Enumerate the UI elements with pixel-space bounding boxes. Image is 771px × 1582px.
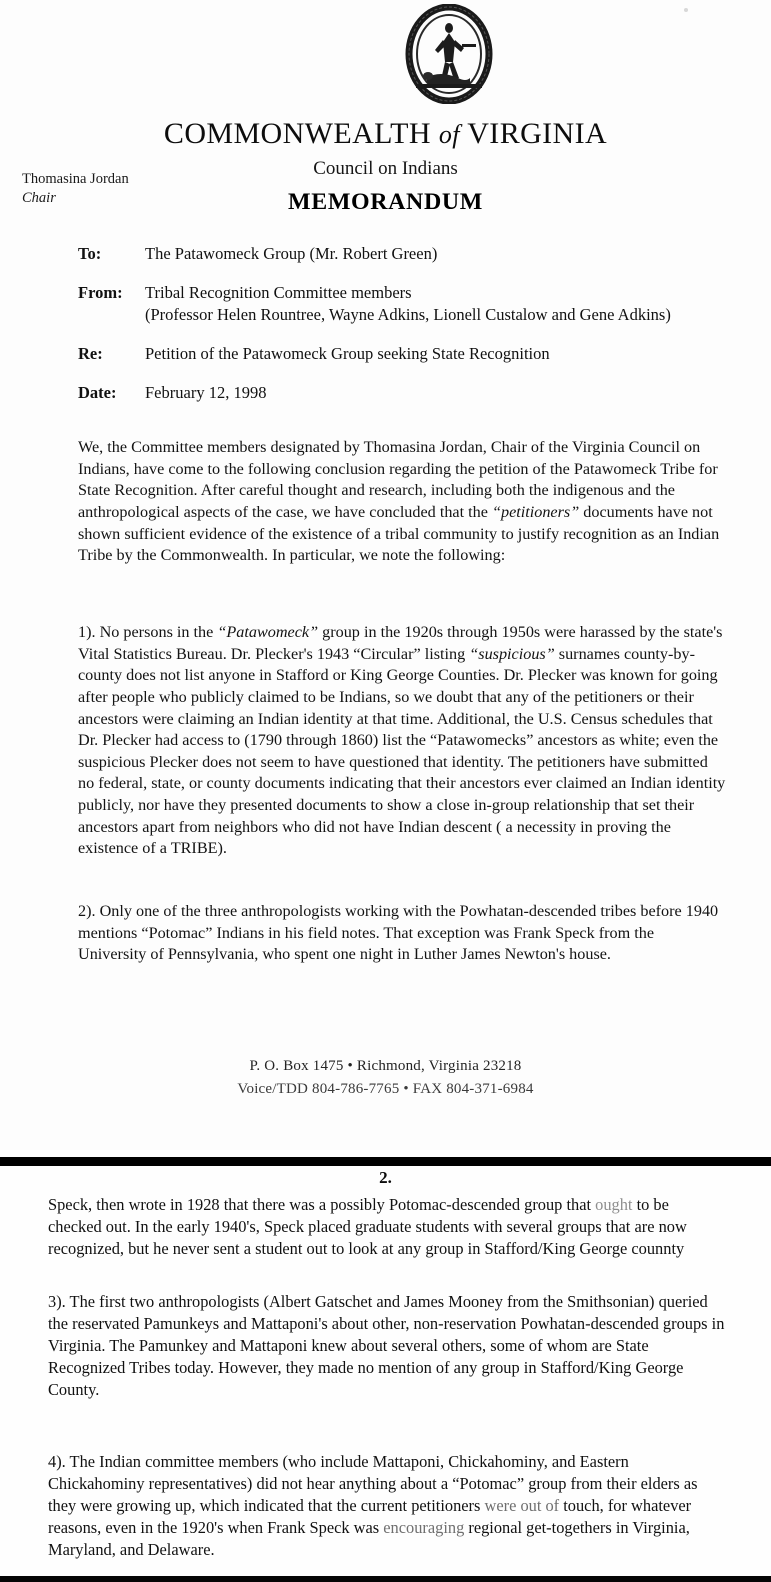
paragraph-item-4-faded-phrase-2: encouraging	[383, 1518, 465, 1538]
paragraph-item-1-part-c: surnames county-by-county does not list anyone in Stafford or King George Counties. Dr. Plecker was known for going after people who publicly claimed to be Indians, so we doubt that any of the petitioners or their ancestors were claiming an Indian identity at that time. Additional, the U.S. Census schedules that Dr. Plecker had access to (1790 through 1860) list the “Patawomecks” ancestors as white; even the suspicious Plecker does not seem to have questioned that identity. The petitioners have submitted no federal, state, or county documents indicating that their ancestors ever claimed an Indian identity publicly, nor have they presented documents to show a close in-group relationship that set their ancestors apart from neighbors who did not have Indian descent ( a necessity in proving the existence of a TRIBE).	[78, 644, 726, 858]
paragraph-item-1-emphasis-patawomeck: “Patawomeck”	[217, 623, 319, 641]
paragraph-item-4-faded-phrase-1: were out of	[484, 1496, 560, 1516]
title-of-word: of	[438, 120, 460, 149]
memo-field-re	[78, 343, 738, 365]
paragraph-item-4-part-a: 4). The Indian committee members (who include Mattaponi, Chickahominy, and Eastern Chickahominy representatives) did not hear anything about a “Potomac” group from their elders as they were growing up, which indicated that the current petitioners	[48, 1452, 698, 1516]
paragraph-item-4-part-b: touch, for whatever reasons, even in the 1920's when Frank Speck was	[48, 1496, 692, 1538]
memo-field-from-value: Tribal Recognition Committee members	[145, 282, 412, 302]
chair-role: Chair	[22, 189, 56, 206]
paragraph-speck-faded-word: ought	[595, 1195, 633, 1214]
footer-contact-line: Voice/TDD 804-786-7765 • FAX 804-371-6984	[237, 1081, 534, 1098]
paragraph-introduction-part-b: documents have not shown sufficient evidence of the existence of a tribal community to justify recognition as an Indian Tribe by the Commonwealth. In particular, we note the following:	[78, 502, 720, 565]
paragraph-item-4-part-c: regional get-togethers in Virginia, Maryland, and Delaware.	[48, 1518, 690, 1560]
paragraph-item-3: 3). The first two anthropologists (Albert Gatschet and James Mooney from the Smithsonian) queried the reservated Pamunkeys and Mattaponi's about other, non-reservation Powhatan-descended groups in Virginia. The Pamunkey and Mattaponi knew about several others, some of whom are State Recognized Tribes today. However, they made no mention of any group in Stafford/King George County.	[48, 1292, 725, 1400]
memo-fields	[78, 243, 738, 421]
chair-block	[22, 170, 129, 207]
memorandum-heading: MEMORANDUM	[288, 188, 483, 214]
paragraph-introduction-part-a: We, the Committee members designated by Thomasina Jordan, Chair of the Virginia Council on Indians, have come to the following conclusion regarding the petition of the Patawomeck Tribe for State Recognition. After careful thought and research, including both the indigenous and the anthropological aspects of the case, we have concluded that the	[78, 438, 718, 521]
page-one-footer	[0, 1055, 771, 1102]
paragraph-introduction-emphasis: “petitioners”	[491, 502, 580, 521]
paragraph-speck-part-b: to be checked out. In the early 1940's, Speck placed graduate students with several groups that are now recognized, but he never sent a student out to look at any group in Stafford/King George counnty	[48, 1195, 687, 1259]
paragraph-item-4	[48, 1451, 726, 1561]
memo-field-date-value: February 12, 1998	[145, 382, 267, 402]
memo-field-re-label: Re:	[78, 343, 103, 363]
memo-field-from	[78, 282, 738, 326]
memo-field-date	[78, 382, 738, 404]
page-title	[0, 118, 771, 150]
title-commonwealth-word: COMMONWEALTH	[163, 117, 431, 150]
memo-field-from-continuation: (Professor Helen Rountree, Wayne Adkins, Lionell Custalow and Gene Adkins)	[145, 304, 671, 324]
paragraph-item-1-part-a: 1). No persons in the	[78, 623, 218, 641]
virginia-state-seal-icon	[396, 4, 502, 104]
page-separator-bar	[0, 1157, 771, 1166]
page-number: 2.	[379, 1168, 392, 1187]
paragraph-item-1	[78, 622, 726, 860]
footer-address-line: P. O. Box 1475 • Richmond, Virginia 23218	[249, 1058, 522, 1074]
paragraph-speck-continuation	[48, 1194, 726, 1260]
paragraph-speck-part-a: Speck, then wrote in 1928 that there was a possibly Potomac-descended group that	[48, 1195, 596, 1214]
memo-field-to	[78, 243, 738, 265]
page-bottom-bar	[0, 1576, 771, 1582]
memo-field-to-label: To:	[78, 244, 102, 263]
memo-field-re-value: Petition of the Patawomeck Group seeking State Recognition	[145, 343, 550, 363]
memo-field-to-value: The Patawomeck Group (Mr. Robert Green)	[145, 244, 438, 263]
paragraph-introduction	[78, 437, 726, 567]
memo-field-date-label: Date:	[78, 382, 117, 402]
subtitle-council: Council on Indians	[313, 157, 458, 179]
chair-name: Thomasina Jordan	[22, 171, 129, 187]
paragraph-item-1-emphasis-suspicious: “suspicious”	[469, 644, 555, 663]
title-virginia-word: VIRGINIA	[467, 117, 608, 150]
scan-artifact-speck	[684, 8, 688, 12]
memo-field-from-label: From:	[78, 282, 123, 302]
paragraph-item-1-part-b: group in the 1920s through 1950s were harassed by the state's Vital Statistics Bureau. Dr. Plecker's 1943 “Circular” listing	[78, 623, 723, 663]
document-page-two	[0, 1166, 771, 1576]
paragraph-item-2: 2). Only one of the three anthropologists working with the Powhatan-descended tribes before 1940 mentions “Potomac” Indians in his field notes. That exception was Frank Speck from the University of Pennsylvania, who spent one night in Luther James Newton's house.	[78, 902, 719, 964]
